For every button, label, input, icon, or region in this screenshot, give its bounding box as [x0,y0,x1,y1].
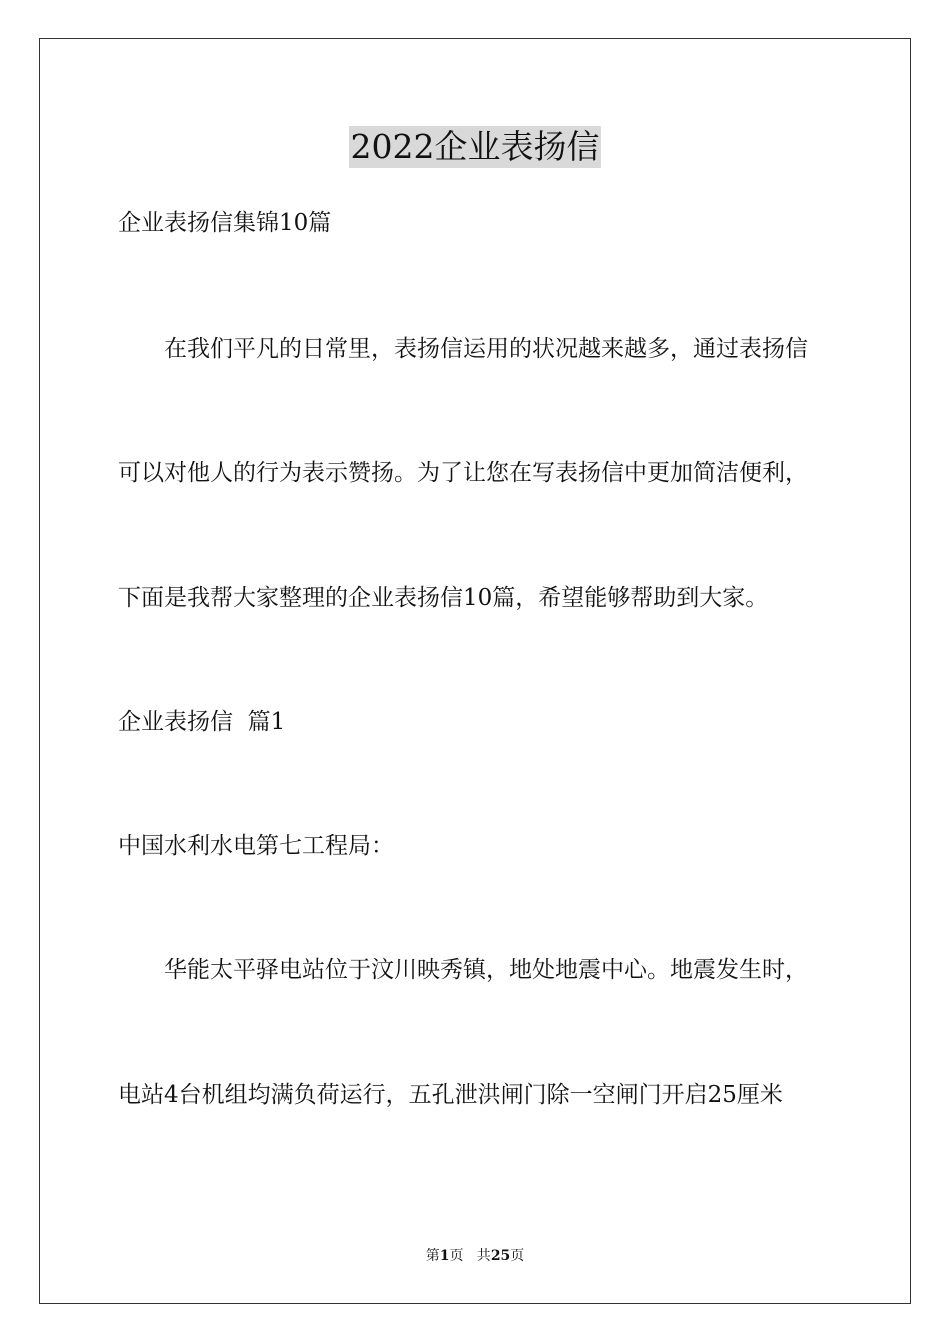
title-container [0,126,950,168]
body-line: 华能太平驿电站位于汶川映秀镇，地处地震中心。地震发生时， [164,957,808,983]
paragraph-line: 在我们平凡的日常里，表扬信运用的状况越来越多，通过表扬信 [164,336,808,362]
total-page-number: 25 [490,1248,511,1264]
current-page-number: 1 [439,1248,450,1264]
page-suffix: 页 [510,1248,525,1264]
page-mid: 页 共 [449,1248,491,1264]
salutation: 中国水利水电第七工程局： [118,833,394,859]
document-title: 2022企业表扬信 [350,127,600,166]
page-prefix: 第 [425,1248,440,1264]
body-line: 电站4台机组均满负荷运行，五孔泄洪闸门除一空闸门开启25厘米 [118,1082,783,1108]
section-heading: 企业表扬信 篇1 [118,709,286,735]
page-footer [0,1246,950,1266]
document-subtitle: 企业表扬信集锦10篇 [118,210,332,236]
paragraph-line: 下面是我帮大家整理的企业表扬信10篇，希望能够帮助到大家。 [118,585,769,611]
paragraph-line: 可以对他人的行为表示赞扬。为了让您在写表扬信中更加简洁便利， [118,460,808,486]
